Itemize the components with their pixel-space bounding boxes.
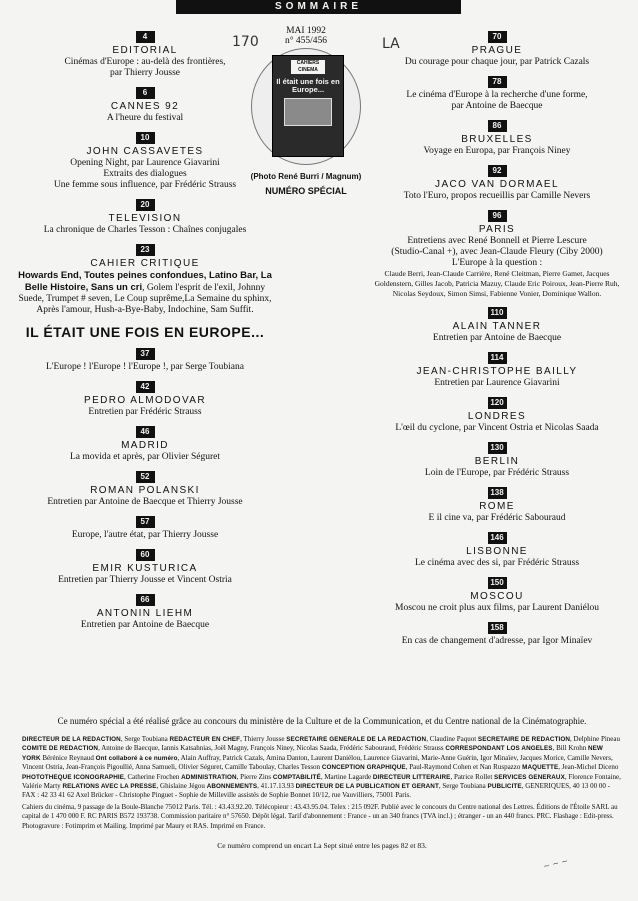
page-number: 46 [136,426,155,438]
page-number: 78 [488,76,507,88]
toc-entry [371,26,623,68]
entry-line: Le cinéma avec des si, par Frédéric Strauss [414,558,580,568]
toc-entry [12,376,278,418]
entry-line: A l'heure du festival [106,113,184,123]
credit-text: , Alain Auffray, Patrick Cazals, Amina Danton, Laurent Daniélou, Laurence Giavarini, Marie-Anne Guérin, Igor Minaïev, Jacques Morice, Camille Nevers, Vincent Ostria, Jean-François Pigoullié, Anna Samueli, Olivier Séguret, Camille Taboulay, Charles Tesson [22,753,613,772]
credit-text: , Serge Toubiana [438,782,488,791]
cover-image [272,55,344,157]
entry-text [12,270,278,316]
credit-label: COMITE DE REDACTION [22,745,99,753]
credit-label: DIRECTEUR LITTERAIRE [372,773,451,781]
toc-entry [371,205,623,299]
entry-line: Entretien par Thierry Jousse et Vincent Ostria [58,575,232,585]
entry-title: BERLIN [474,456,520,467]
entry-line: Moscou ne croit plus aux films, par Laurent Daniélou [395,603,599,613]
toc-entry [12,544,278,586]
entry-line: Cinémas d'Europe : au-delà des frontières, [64,57,226,67]
entry-line: par Antoine de Baecque [451,101,543,111]
entry-title: JOHN CASSAVETES [86,146,204,157]
entry-line: La chronique de Charles Tesson : Chaînes conjugales [43,225,247,235]
credit-text: , Claudine Paquot [426,735,478,743]
entry-line: Du courage pour chaque jour, par Patrick Cazals [404,57,590,67]
entry-title: PRAGUE [471,45,523,56]
credit-label: Ont collaboré à ce numéro [95,754,178,762]
toc-entry [371,302,623,344]
toc-entry [12,26,278,79]
handwritten-note: LA [382,36,400,52]
photo-credit: (Photo René Burri / Magnum) [250,172,362,181]
toc-entry [371,527,623,569]
entry-title: TELEVISION [108,213,182,224]
page-number: 4 [136,31,155,43]
credit-text: Bérénice Reynaud [40,753,96,762]
entry-line: Toto l'Euro, propos recueillis par Camille Nevers [403,191,591,201]
toc-entry [371,482,623,524]
toc-entry [371,347,623,389]
right-column [371,26,623,650]
entry-title: JACO VAN DORMAEL [435,179,559,190]
credit-label: DIRECTEUR DE LA REDACTION [22,736,121,743]
toc-entry [12,589,278,631]
page-number: 6 [136,87,155,99]
left-column [12,26,278,634]
toc-entry [12,421,278,463]
film-titles: Howards End, Toutes peines confondues, Latino Bar, La Belle Histoire, Sans un cri [18,270,272,293]
credit-label: CONCEPTION GRAPHIQUE [321,764,406,772]
entry-title: PARIS [478,224,516,235]
entry-title: ROME [479,501,515,512]
handwritten-scribble: ~ ~ ~ [542,856,569,872]
entry-title: LISBONNE [466,546,528,557]
entry-line: par Thierry Jousse [109,68,180,78]
credit-label: SERVICES GENERAUX [494,773,565,781]
credit-text: , Catherine Frochen [124,772,182,781]
entry-title: MADRID [121,440,169,451]
entry-title: BRUXELLES [461,134,533,145]
cover-headline: Il était une fois en Europe... [276,77,340,94]
entry-title: EMIR KUSTURICA [92,563,198,574]
magazine-logo: CAHIERS CINEMA [291,60,325,74]
handwritten-note: 170 [232,34,259,50]
page-number: 120 [488,397,507,409]
credit-label: ADMINISTRATION [181,773,237,781]
special-issue-label: NUMÉRO SPÉCIAL [265,186,347,196]
entry-line: Une femme sous influence, par Frédéric Strauss [53,180,237,190]
page-number: 150 [488,577,507,589]
credit-label: RELATIONS AVEC LA PRESSE [62,783,157,791]
credit-text: , Florence Fontaine, Valérie Marty [22,772,621,791]
entry-line: En cas de changement d'adresse, par Igor Minaïev [401,636,593,646]
toc-entry [371,572,623,614]
page-number: 146 [488,532,507,544]
toc-entry [371,392,623,434]
page-number: 37 [136,348,155,360]
entry-line: Entretien par Antoine de Baecque [80,620,210,630]
entry-title: CANNES 92 [110,101,180,112]
entry-line: Europe, l'autre état, par Thierry Jousse [71,530,219,540]
page-number: 158 [488,622,507,634]
entry-line: Entretiens avec René Bonnell et Pierre Lescure [407,236,587,246]
credit-text: , Martine Lagarde [320,772,373,781]
page-number: 70 [488,31,507,43]
credit-text: , Antoine de Baecque, Iannis Katsahnias, Joël Magny, François Niney, Nicolas Saada, Frédéric Sabouraud, Frédéric Strauss [98,744,446,753]
thanks-note: Ce numéro spécial a été réalisé grâce au concours du ministère de la Culture et de la Communication, et du Centre national de la Cinématographie. [57,716,587,726]
page-number: 20 [136,199,155,211]
issue-number: n° 455/456 [284,36,328,46]
credit-label: DIRECTEUR DE LA PUBLICATION ET GERANT [295,783,439,791]
credit-label: MAQUETTE [522,764,559,772]
entry-title: LONDRES [467,411,527,422]
credit-text: , Thierry Jousse [240,735,287,743]
entry-title: JEAN-CHRISTOPHE BAILLY [416,366,578,377]
issue-date: MAI 1992 [286,26,326,36]
entry-line: L'Europe ! l'Europe ! l'Europe !, par Serge Toubiana [45,362,244,372]
entry-line: Entretien par Antoine de Baecque et Thierry Jousse [47,497,243,507]
page-number: 60 [136,549,155,561]
toc-entry [371,437,623,479]
page-number: 23 [136,244,155,256]
toc-entry [12,82,278,124]
page-title: SOMMAIRE [176,0,461,14]
entry-title: ALAIN TANNER [452,321,542,332]
entry-line: Opening Night, par Laurence Giavarini [70,158,220,168]
credits [22,735,622,801]
credit-label: SECRETAIRE GENERALE DE LA REDACTION [286,736,427,743]
encart-note: Ce numéro comprend un encart La Sept situé entre les pages 82 et 83. [217,841,427,851]
toc-entry [12,239,278,316]
footer [22,716,622,850]
credit-text: , Pierre Zins [236,772,273,781]
page-number: 92 [488,165,507,177]
toc-entry [371,617,623,647]
credit-text: , Bill Krohn [552,744,588,753]
cover-photo [284,98,332,126]
page-number: 96 [488,210,507,222]
entry-line: Voyage en Europa, par François Niney [423,146,571,156]
page-number: 138 [488,487,507,499]
page-number: 86 [488,120,507,132]
entry-line: E il cine va, par Frédéric Sabouraud [428,513,566,523]
entry-title: CAHIER CRITIQUE [90,258,200,269]
page-number: 114 [488,352,507,364]
toc-entry [12,466,278,508]
entry-line: Entretien par Frédéric Strauss [88,407,202,417]
entry-title: ANTONIN LIEHM [96,608,194,619]
toc-entry [12,194,278,236]
page-number: 57 [136,516,155,528]
credit-label: CORRESPONDANT LOS ANGELES [445,745,553,753]
entry-title: ROMAN POLANSKI [90,485,200,496]
page-number: 130 [488,442,507,454]
entry-line: Loin de l'Europe, par Frédéric Strauss [424,468,570,478]
entry-title: PEDRO ALMODOVAR [84,395,206,406]
toc-entry [12,343,278,373]
film-titles-rest: , Golem l'esprit de l'exil, Johnny Suede, Trumpet # seven, Le Coup suprême,La Semaine du sphinx, Après l'amour, Hush-a-Bye-Baby, Indochine, Sam Suffit. [18,283,272,315]
entry-line: Entretien par Antoine de Baecque [432,333,562,343]
credit-label: ABONNEMENTS [206,783,258,791]
credit-text: , Ghislaine Jégou [156,782,207,791]
credit-label: PHOTOTHEQUE ICONOGRAPHIE [22,773,124,781]
credit-text: , Delphine Pineau [570,735,620,743]
address: Cahiers du cinéma, 9 passage de la Boule-Blanche 75012 Paris. Tél. : 43.43.92.20. Télécopieur : 43.43.95.04. Telex : 215 092F. Publié avec le concours du Centre national des Lettres. Éditions de l'Étoile SARL au capital de 1 470 000 F. RC PARIS B572 193738. Commission paritaire n° 57650. Dépôt légal. Tarif d'abonnement : France - un an 340 francs (TVA incl.) ; étranger - un an 440 francs. PRC. Flashage : Edit-press. Photogravure : Fotimprim et Mailing. Imprimé par Maury et RAS. Imprimé en France. [22,802,618,830]
entry-line: La movida et après, par Olivier Séguret [69,452,221,462]
toc-entry [371,115,623,157]
entry-line: L'œil du cyclone, par Vincent Ostria et Nicolas Saada [395,423,599,433]
credit-label: REDACTEUR EN CHEF [169,736,241,743]
entry-line: Entretien par Laurence Giavarini [434,378,560,388]
page-number: 42 [136,381,155,393]
toc-entry [371,160,623,202]
entry-line: L'Europe à la question : [451,258,543,268]
credit-label: SECRETAIRE DE REDACTION [477,736,571,743]
page-number: 52 [136,471,155,483]
credit-text: , Serge Toubiana [120,735,170,743]
toc-entry [12,511,278,541]
credit-label: COMPTABILITÉ [272,773,321,781]
entry-title: MOSCOU [470,591,524,602]
page-number: 10 [136,132,155,144]
entry-line: Extraits des dialogues [103,169,187,179]
participant-list: Claude Berri, Jean-Claude Carrière, René Cleitman, Pierre Gamet, Jacques Goldenstern, Gilles Jacob, Patricia Mazuy, Claude Eric Poiroux, Jean-Pierre Ruh, Nicolas Seydoux, Simon Simsi, Fabienne Vonier, Dominique Wallon. [374,269,620,298]
toc-entry [371,71,623,112]
page-number: 66 [136,594,155,606]
section-heading: IL ÉTAIT UNE FOIS EN EUROPE... [25,324,265,340]
credit-label: NEW YORK [22,745,603,762]
entry-line: Le cinéma d'Europe à la recherche d'une forme, [406,90,588,100]
entry-line: (Studio-Canal +), avec Jean-Claude Fleury (Ciby 2000) [391,247,603,257]
credit-text: , Patrice Rollet [450,772,495,781]
credit-label: PUBLICITE [487,783,522,791]
toc-entry [12,127,278,191]
credit-text: , Jean-Michel Diceno [558,763,619,772]
credit-text: , GENERIQUES, 40 13 00 00 - FAX : 42 33 41 62 Axel Brücker - Christophe Pinguet - Sophie de Milleville assistés de Sophie Bonnet 10/12, rue Vauvilliers, 75001 Paris. [22,782,610,800]
credit-text: , 41.17.13.93 [257,782,296,791]
credit-text: , Paul-Raymond Cohen et Nan Ruspazzo [405,763,523,772]
entry-title: EDITORIAL [112,45,178,56]
page-number: 110 [488,307,507,319]
